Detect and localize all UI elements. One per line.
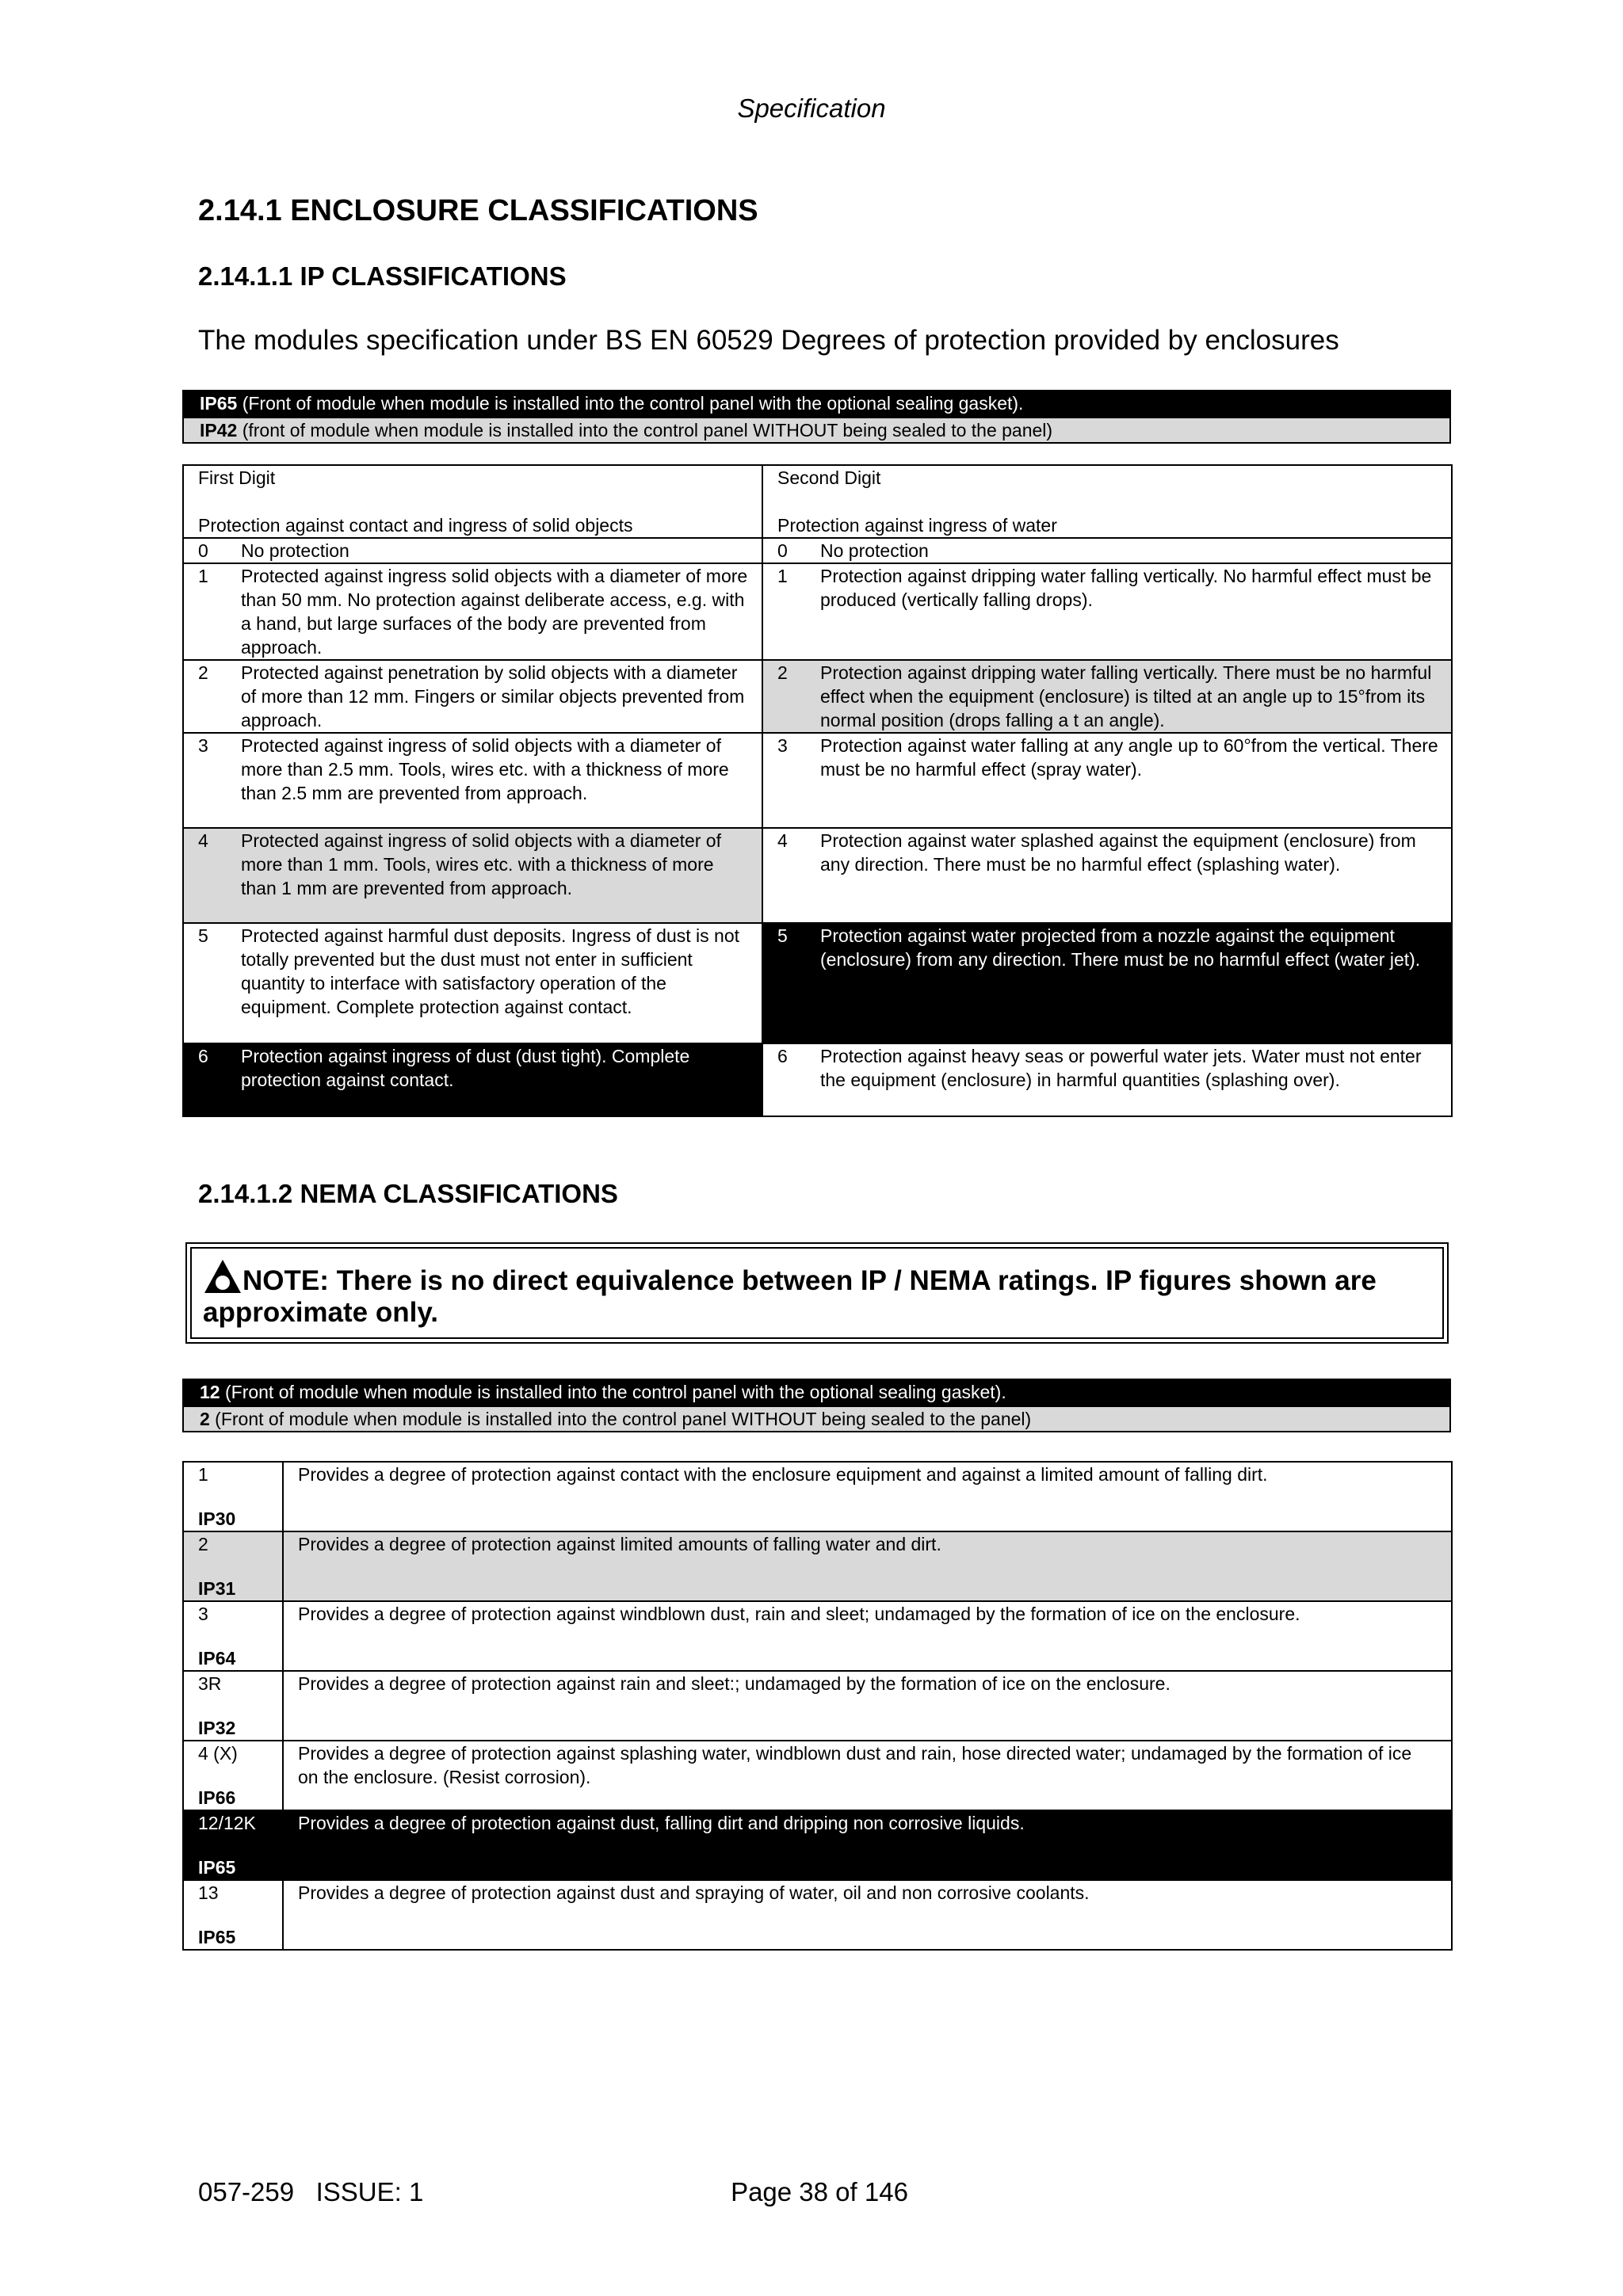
second-digit-cell: [762, 828, 1452, 923]
nema-code: 13: [198, 1882, 219, 1903]
ip-rating-band: [182, 390, 1451, 444]
digit: 3: [777, 735, 788, 756]
intro-paragraph: The modules specification under BS EN 60529 Degrees of protection provided by enclosures: [198, 325, 1339, 356]
second-digit-cell: [762, 923, 1452, 1043]
table-row: [183, 828, 1452, 923]
nema-description: Provides a degree of protection against splashing water, windblown dust and rain, hose directed water; undamaged by the formation of ice on the enclosure. (Resist corrosion).: [283, 1741, 1452, 1810]
first-digit-header: First Digit: [198, 467, 276, 488]
table-row: [183, 923, 1452, 1043]
nema-code: 3: [198, 1604, 208, 1624]
ip-equivalent: IP66: [198, 1787, 236, 1808]
first-digit-cell: [183, 828, 762, 923]
first-digit-cell: [183, 923, 762, 1043]
table-row: [183, 1601, 1452, 1671]
nema-code-cell: [183, 1671, 283, 1741]
ip-subsection-title: 2.14.1.1 IP CLASSIFICATIONS: [198, 261, 567, 291]
second-digit-subheader: Protection against ingress of water: [777, 515, 1057, 536]
second-digit-header-cell: [762, 465, 1452, 538]
nema-band-code: 12: [200, 1382, 220, 1402]
ip-band-text: (Front of module when module is installed into the control panel with the optional sealing gasket).: [237, 393, 1024, 414]
ip-equivalent: IP32: [198, 1718, 236, 1738]
digit: 2: [198, 662, 208, 683]
description: Protection against water falling at any angle up to 60°from the vertical. There must be no harmful effect (spray water).: [820, 735, 1438, 780]
digit: 4: [777, 830, 788, 851]
description: No protection: [820, 540, 929, 561]
nema-code-cell: [183, 1741, 283, 1810]
footer-page-number: Page 38 of 146: [731, 2177, 908, 2206]
nema-code-cell: [183, 1880, 283, 1950]
table-row: [183, 1880, 1452, 1950]
note-box: [185, 1242, 1449, 1344]
nema-code: 2: [198, 1534, 208, 1554]
digit: 6: [198, 1046, 208, 1066]
second-digit-cell: [762, 1043, 1452, 1116]
description: Protection against water splashed against the equipment (enclosure) from any direction. There must be no harmful effect (splashing water).: [820, 830, 1416, 875]
table-row: [183, 1741, 1452, 1810]
first-digit-cell: [183, 733, 762, 828]
nema-code: 4 (X): [198, 1743, 238, 1764]
ip-band-text: (front of module when module is installed into the control panel WITHOUT being sealed to the panel): [237, 420, 1053, 441]
nema-code-cell: [183, 1601, 283, 1671]
nema-code-cell: [183, 1462, 283, 1531]
ip-band-code: IP65: [200, 393, 238, 414]
ip-classification-table: [182, 464, 1453, 1117]
ip-equivalent: IP30: [198, 1508, 236, 1529]
digit: 5: [198, 925, 208, 946]
nema-description: Provides a degree of protection against limited amounts of falling water and dirt.: [283, 1531, 1452, 1601]
second-digit-cell: [762, 733, 1452, 828]
page-header-title: Specification: [737, 93, 886, 123]
digit: 0: [777, 540, 788, 561]
table-row: [183, 733, 1452, 828]
description: Protected against harmful dust deposits. Ingress of dust is not totally prevented but the dust must not enter in sufficient quantity to interface with satisfactory operation of the equipment. Complete protection against contact.: [241, 925, 740, 1017]
description: Protection against dripping water falling vertically. No harmful effect must be produced (vertically falling drops).: [820, 566, 1432, 610]
ip-equivalent: IP64: [198, 1648, 236, 1669]
nema-band-text: (Front of module when module is installed into the control panel WITHOUT being sealed to the panel): [209, 1409, 1032, 1429]
first-digit-cell: [183, 538, 762, 563]
table-row: [183, 1810, 1452, 1880]
ip-band-code: IP42: [200, 420, 238, 441]
ip-table-header-row: [183, 465, 1452, 538]
first-digit-subheader: Protection against contact and ingress of solid objects: [198, 515, 633, 536]
warning-icon: [203, 1258, 242, 1295]
table-row: [183, 1671, 1452, 1741]
table-row: [183, 660, 1452, 733]
table-row: [183, 538, 1452, 563]
nema-description: Provides a degree of protection against dust and spraying of water, oil and non corrosive coolants.: [283, 1880, 1452, 1950]
ip-equivalent: IP65: [198, 1927, 236, 1947]
second-digit-cell: [762, 660, 1452, 733]
ip-equivalent: IP65: [198, 1857, 236, 1878]
ip-band-row-sealed: [184, 391, 1449, 417]
nema-band-code: 2: [200, 1409, 210, 1429]
nema-description: Provides a degree of protection against dust, falling dirt and dripping non corrosive liquids.: [283, 1810, 1452, 1880]
table-row: [183, 1043, 1452, 1116]
ip-equivalent: IP31: [198, 1578, 236, 1599]
note-text: NOTE: There is no direct equivalence between IP / NEMA ratings. IP figures shown are approximate only.: [203, 1265, 1377, 1328]
nema-description: Provides a degree of protection against rain and sleet:; undamaged by the formation of ice on the enclosure.: [283, 1671, 1452, 1741]
nema-code: 12/12K: [198, 1813, 256, 1833]
table-row: [183, 563, 1452, 660]
nema-subsection-title: 2.14.1.2 NEMA CLASSIFICATIONS: [198, 1179, 618, 1208]
section-title: 2.14.1 ENCLOSURE CLASSIFICATIONS: [198, 194, 758, 227]
description: Protected against ingress of solid objects with a diameter of more than 1 mm. Tools, wires etc. with a thickness of more than 1 mm are prevented from approach.: [241, 830, 721, 898]
nema-classification-table: [182, 1461, 1453, 1951]
nema-band-text: (Front of module when module is installed into the control panel with the optional sealing gasket).: [220, 1382, 1006, 1402]
digit: 1: [198, 566, 208, 586]
nema-code-cell: [183, 1531, 283, 1601]
description: Protection against water projected from a nozzle against the equipment (enclosure) from any direction. There must be no harmful effect (water jet).: [820, 925, 1421, 970]
nema-code: 1: [198, 1464, 208, 1485]
description: Protection against dripping water falling vertically. There must be no harmful effect when the equipment (enclosure) is tilted at an angle up to 15°from its normal position (drops falling a t an angle).: [820, 662, 1432, 730]
nema-band-row-sealed: [184, 1380, 1449, 1405]
first-digit-cell: [183, 660, 762, 733]
description: Protected against penetration by solid objects with a diameter of more than 12 mm. Fingers or similar objects prevented from approach.: [241, 662, 745, 730]
digit: 2: [777, 662, 788, 683]
nema-rating-band: [182, 1379, 1451, 1432]
second-digit-header: Second Digit: [777, 467, 881, 488]
digit: 0: [198, 540, 208, 561]
description: Protection against heavy seas or powerful water jets. Water must not enter the equipment (enclosure) in harmful quantities (splashing over).: [820, 1046, 1422, 1090]
description: Protected against ingress solid objects with a diameter of more than 50 mm. No protection against deliberate access, e.g. with a hand, but large surfaces of the body are prevented from approach.: [241, 566, 748, 658]
nema-code: 3R: [198, 1673, 222, 1694]
table-row: [183, 1462, 1452, 1531]
first-digit-header-cell: [183, 465, 762, 538]
ip-band-row-unsealed: [184, 417, 1449, 442]
second-digit-cell: [762, 538, 1452, 563]
description: Protection against ingress of dust (dust tight). Complete protection against contact.: [241, 1046, 690, 1090]
first-digit-cell: [183, 1043, 762, 1116]
digit: 4: [198, 830, 208, 851]
digit: 1: [777, 566, 788, 586]
digit: 5: [777, 925, 788, 946]
nema-description: Provides a degree of protection against contact with the enclosure equipment and against a limited amount of falling dirt.: [283, 1462, 1452, 1531]
nema-description: Provides a degree of protection against windblown dust, rain and sleet; undamaged by the formation of ice on the enclosure.: [283, 1601, 1452, 1671]
digit: 3: [198, 735, 208, 756]
digit: 6: [777, 1046, 788, 1066]
first-digit-cell: [183, 563, 762, 660]
note-inner-box: [190, 1247, 1444, 1339]
second-digit-cell: [762, 563, 1452, 660]
description: Protected against ingress of solid objects with a diameter of more than 2.5 mm. Tools, wires etc. with a thickness of more than 2.5 mm are prevented from approach.: [241, 735, 729, 803]
footer-doc-issue: 057-259 ISSUE: 1: [198, 2177, 424, 2206]
nema-code-cell: [183, 1810, 283, 1880]
nema-band-row-unsealed: [184, 1405, 1449, 1431]
description: No protection: [241, 540, 349, 561]
table-row: [183, 1531, 1452, 1601]
